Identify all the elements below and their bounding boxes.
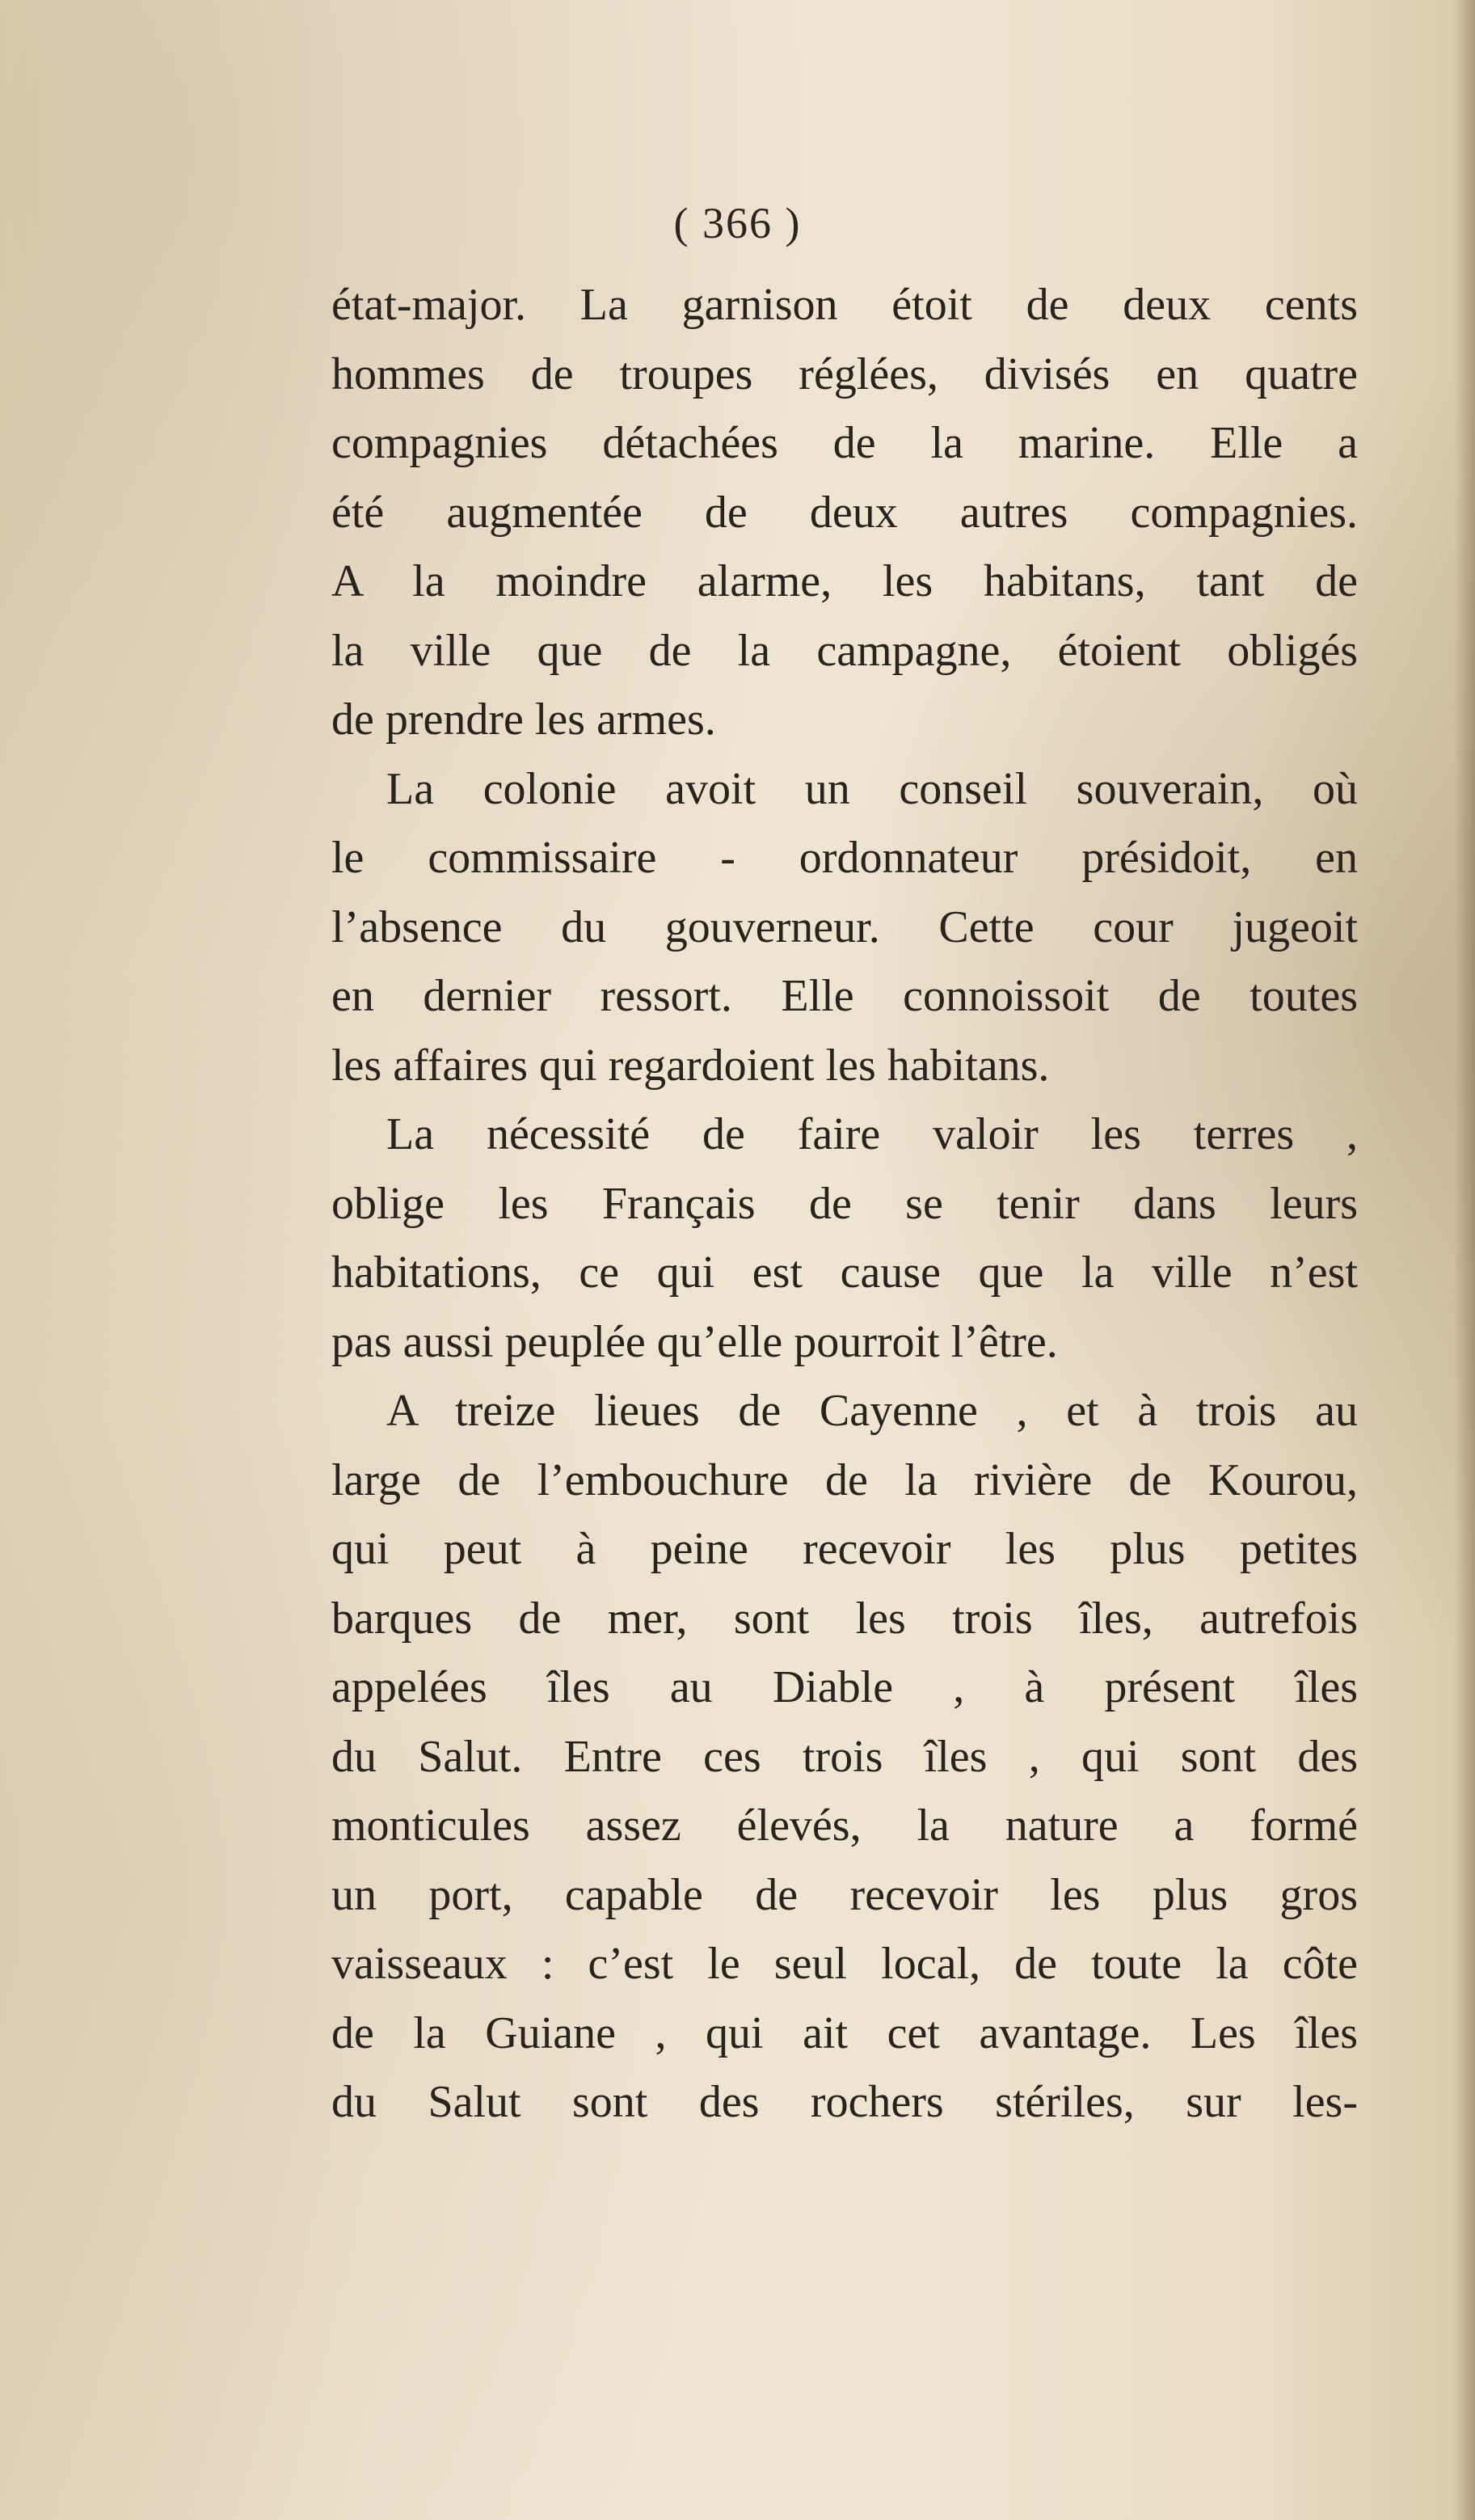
text-line: de la Guiane , qui ait cet avantage. Les îles: [331, 2007, 1358, 2058]
text-line: A treize lieues de Cayenne , et à trois au: [386, 1386, 1358, 1436]
text-line: oblige les Français de se tenir dans leurs: [331, 1178, 1358, 1229]
page-number: ( 366 ): [673, 199, 802, 247]
text-line: du Salut. Entre ces trois îles , qui sont des: [331, 1731, 1358, 1782]
text-line: La colonie avoit un conseil souverain, où: [386, 763, 1358, 814]
text-line: compagnies détachées de la marine. Elle a: [331, 418, 1358, 468]
page-edge-shadow: [1454, 0, 1475, 2520]
text-line: du Salut sont des rochers stériles, sur les-: [331, 2077, 1358, 2127]
text-line: qui peut à peine recevoir les plus petites: [331, 1524, 1358, 1574]
text-line: un port, capable de recevoir les plus gros: [331, 1869, 1358, 1920]
text-line: La nécessité de faire valoir les terres ,: [386, 1109, 1358, 1159]
text-line: hommes de troupes réglées, divisés en quatre: [331, 348, 1358, 399]
text-line: vaisseaux : c’est le seul local, de toute la côte: [331, 1939, 1358, 1989]
text-line: de prendre les armes.: [331, 694, 716, 745]
text-line: les affaires qui regardoient les habitans.: [331, 1040, 1050, 1091]
text-line: le commissaire - ordonnateur présidoit, en: [331, 833, 1358, 883]
text-line: habitations, ce qui est cause que la ville n’est: [331, 1247, 1358, 1298]
text-line: état-major. La garnison étoit de deux cents: [331, 280, 1358, 330]
text-line: pas aussi peuplée qu’elle pourroit l’être.: [331, 1316, 1058, 1367]
text-line: l’absence du gouverneur. Cette cour jugeoit: [331, 901, 1358, 952]
body-text: [331, 271, 1358, 2138]
text-line: en dernier ressort. Elle connoissoit de toutes: [331, 971, 1358, 1021]
text-line: A la moindre alarme, les habitans, tant de: [331, 556, 1358, 606]
text-line: la ville que de la campagne, étoient obligés: [331, 625, 1358, 676]
text-line: été augmentée de deux autres compagnies.: [331, 487, 1358, 538]
text-line: large de l’embouchure de la rivière de Kourou,: [331, 1454, 1358, 1505]
text-line: appelées îles au Diable , à présent îles: [331, 1662, 1358, 1712]
text-line: monticules assez élevés, la nature a formé: [331, 1800, 1358, 1851]
text-line: barques de mer, sont les trois îles, autrefois: [331, 1593, 1358, 1644]
